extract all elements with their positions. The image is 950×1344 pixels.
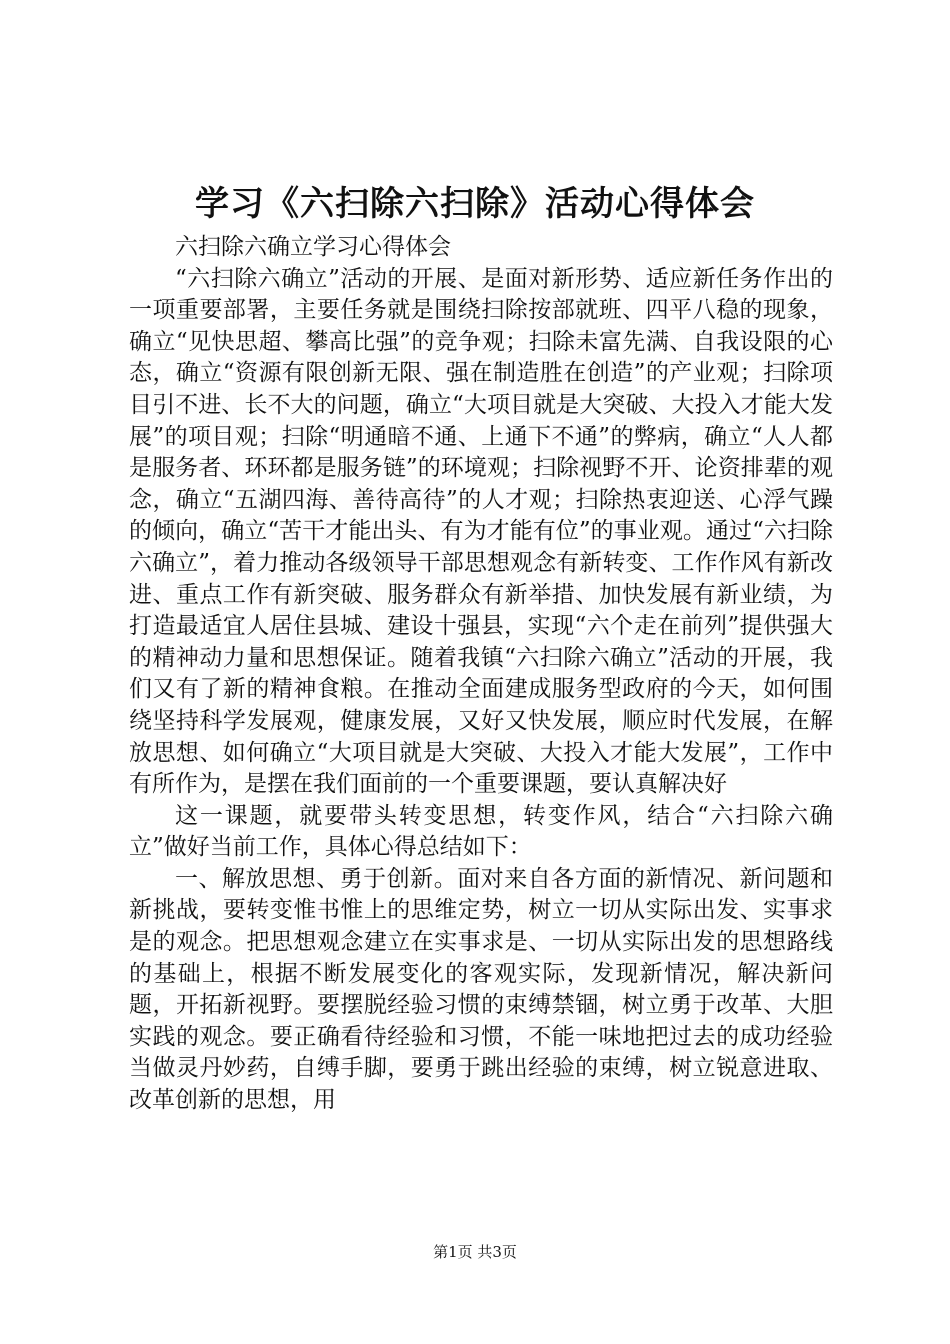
document-subtitle: 六扫除六确立学习心得体会 [175,234,451,260]
body-paragraph: 一、解放思想、勇于创新。面对来自各方面的新情况、新问题和新挑战，要转变惟书惟上的思维定势，树立一切从实际出发、实事求是的观念。把思想观念建立在实事求是、一切从实际出发的思想路线的基础上，根据不断发展变化的客观实际，发现新情况，解决新问题，开拓新视野。要摆脱经验习惯的束缚禁锢，树立勇于改革、大胆实践的观念。要正确看待经验和习惯，不能一味地把过去的成功经验当做灵丹妙药，自缚手脚，要勇于跳出经验的束缚，树立锐意进取、改革创新的思想，用 [129,865,833,1114]
page-number-footer: 第1页 共3页 [433,1243,517,1261]
document-title: 学习《六扫除六扫除》活动心得体会 [195,184,755,224]
document-body [129,232,833,1117]
body-paragraph: 这一课题，就要带头转变思想，转变作风，结合“六扫除六确立”做好当前工作，具体心得总结如下： [129,802,833,861]
body-paragraph: “六扫除六确立”活动的开展、是面对新形势、适应新任务作出的一项重要部署，主要任务就是围绕扫除按部就班、四平八稳的现象，确立“见快思超、攀高比强”的竞争观；扫除未富先满、自我设限的心态，确立“资源有限创新无限、强在制造胜在创造”的产业观；扫除项目引不进、长不大的问题，确立“大项目就是大突破、大投入才能大发展”的项目观；扫除“明通暗不通、上通下不通”的弊病，确立“人人都是服务者、环环都是服务链”的环境观；扫除视野不开、论资排辈的观念，确立“五湖四海、善待高待”的人才观；扫除热衷迎送、心浮气躁的倾向，确立“苦干才能出头、有为才能有位”的事业观。通过“六扫除六确立”，着力推动各级领导干部思想观念有新转变、工作作风有新改进、重点工作有新突破、服务群众有新举措、加快发展有新业绩，为打造最适宜人居住县城、建设十强县，实现“六个走在前列”提供强大的精神动力量和思想保证。随着我镇“六扫除六确立”活动的开展，我们又有了新的精神食粮。在推动全面建成服务型政府的今天，如何围绕坚持科学发展观，健康发展，又好又快发展，顺应时代发展，在解放思想、如何确立“大项目就是大突破、大投入才能大发展”，工作中有所作为，是摆在我们面前的一个重要课题，要认真解决好 [129,265,833,798]
